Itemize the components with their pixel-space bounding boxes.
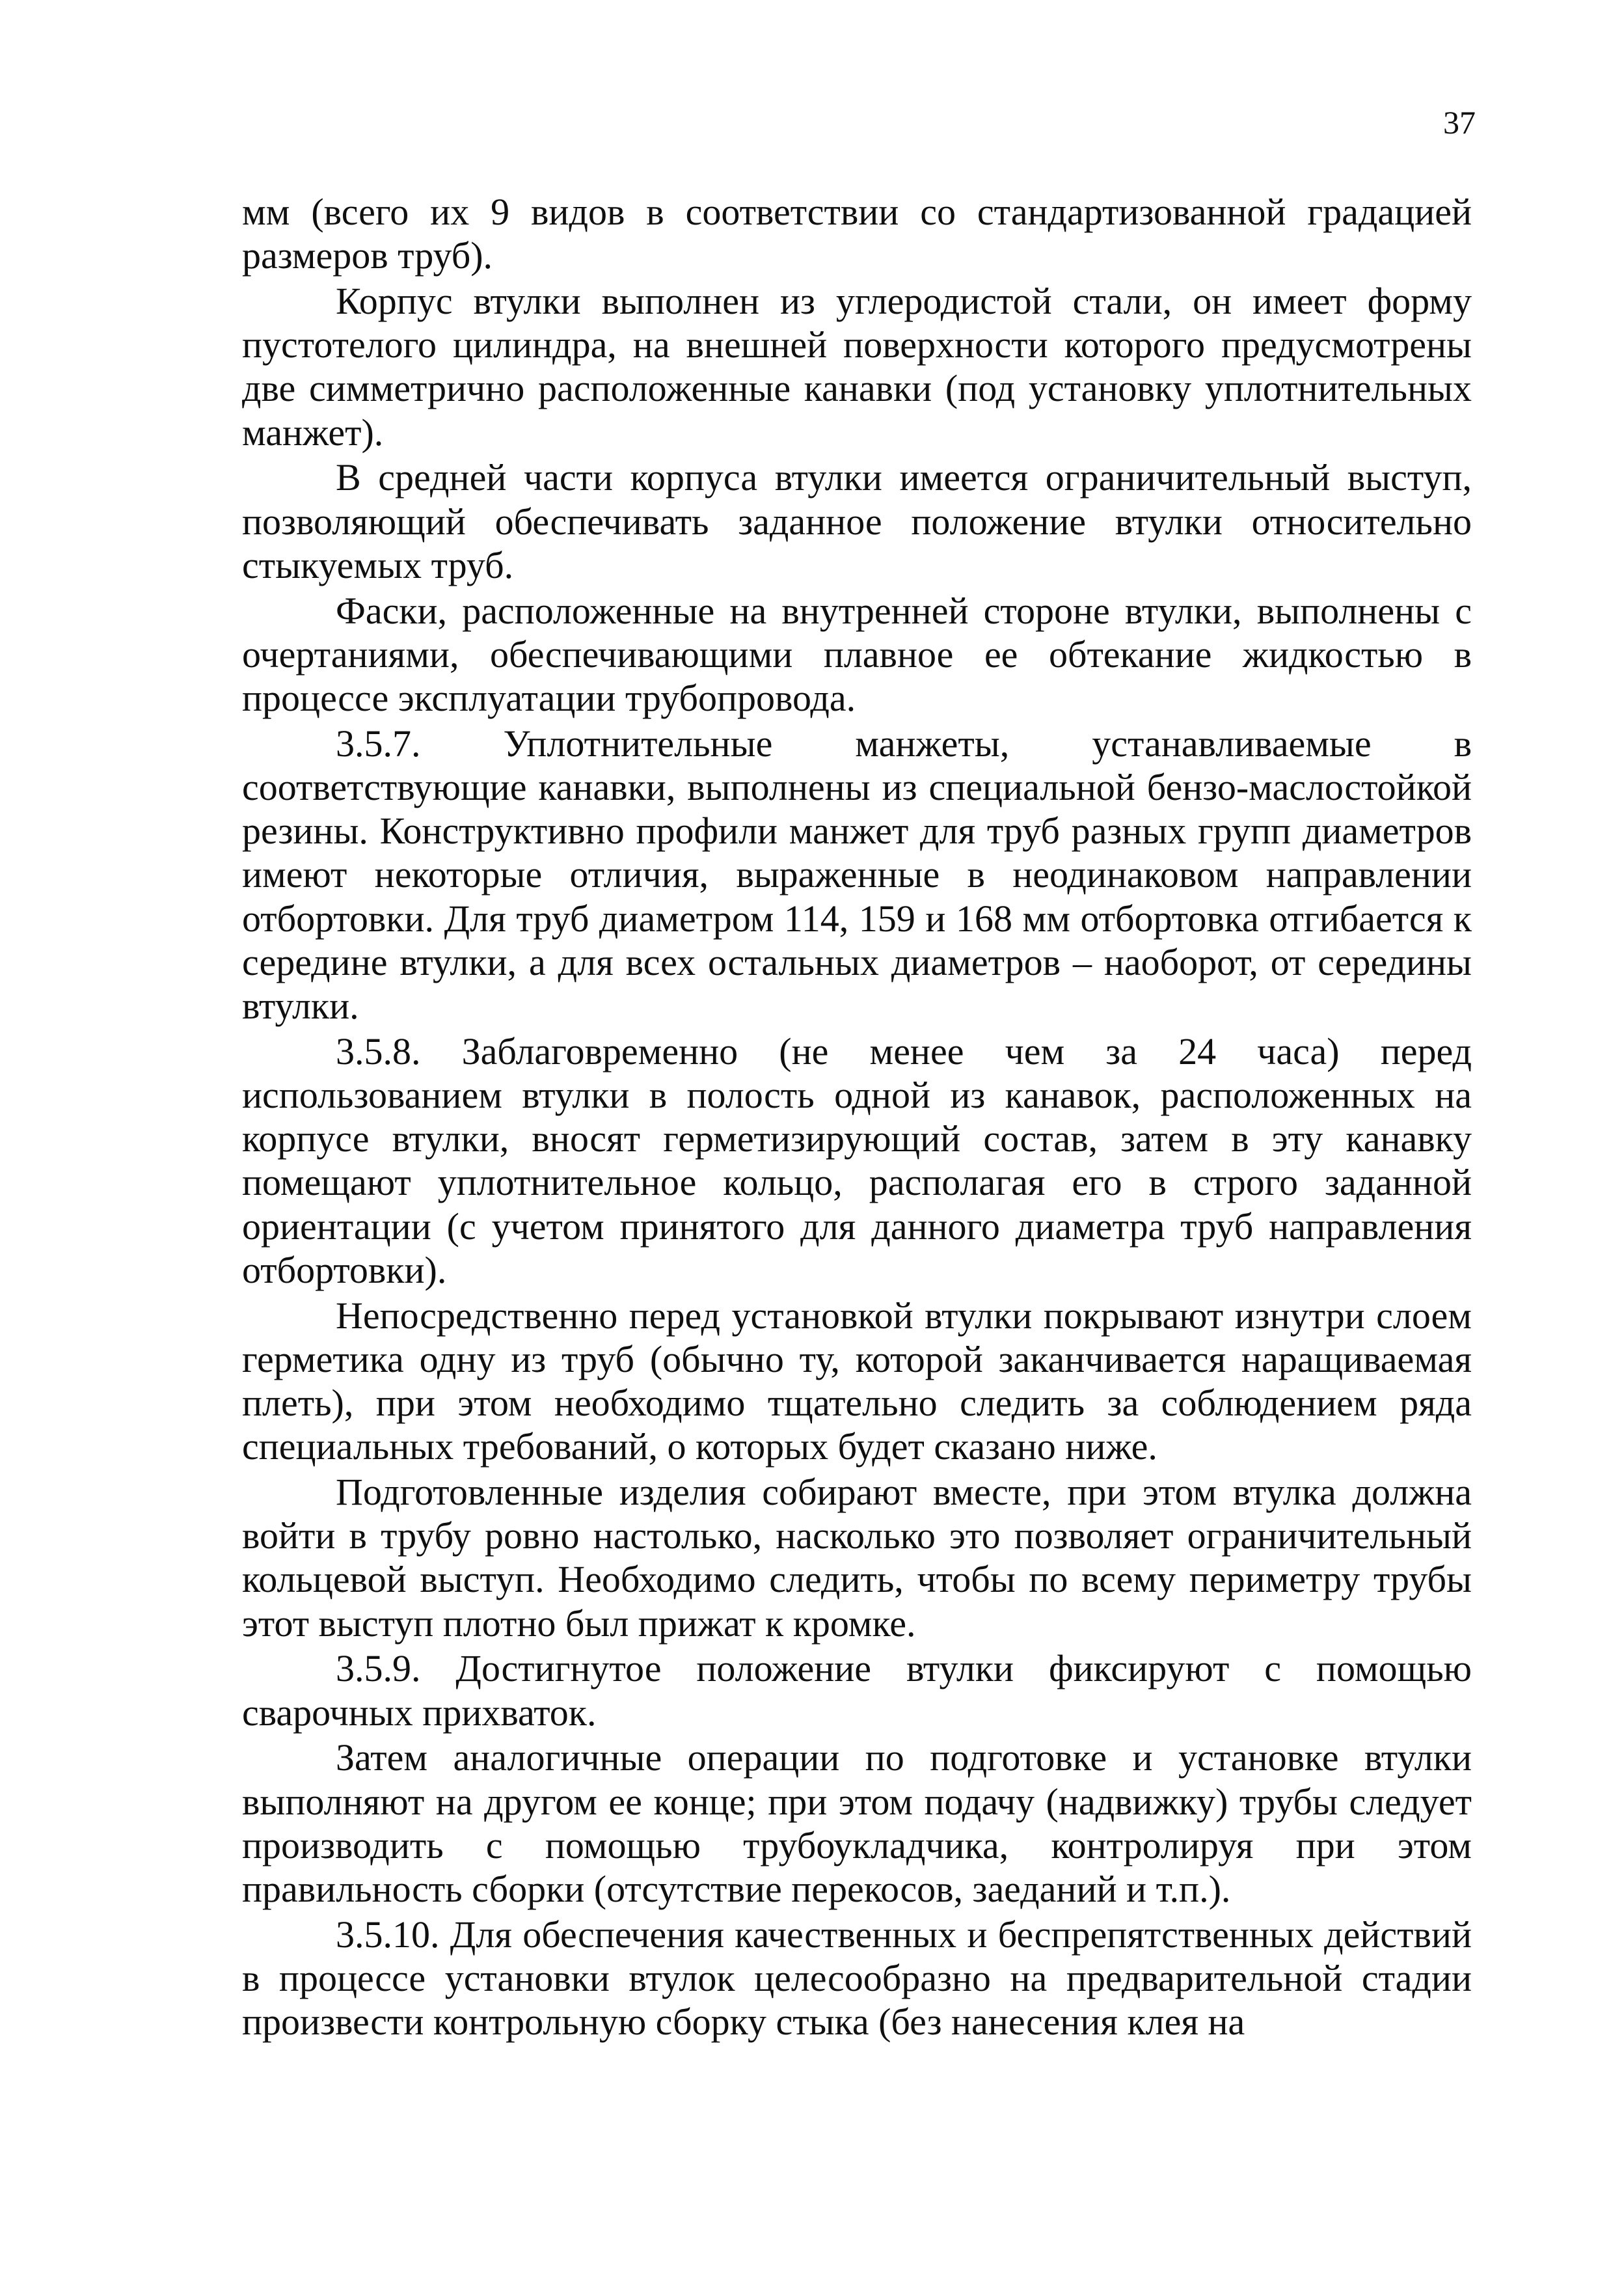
paragraph-continuation: мм (всего их 9 видов в соответствии со стандартизованной градацией размеров труб). bbox=[242, 191, 1472, 277]
paragraph-body: Затем аналогичные операции по подготовке и установке втулки выполняют на другом ее конце; при этом подачу (надвижку) трубы следует производить с помощью трубоукладчика, контролируя при этом правильность сборки (отсутствие перекосов, заеданий и т.п.). bbox=[242, 1736, 1472, 1911]
paragraph-body: Фаски, расположенные на внутренней стороне втулки, выполнены с очертаниями, обеспечивающими плавное ее обтекание жидкостью в процессе эксплуатации трубопровода. bbox=[242, 589, 1472, 720]
paragraph-section-3-5-10: 3.5.10. Для обеспечения качественных и беспрепятственных действий в процессе установки втулок целесообразно на предварительной стадии произвести контрольную сборку стыка (без нанесения клея на bbox=[242, 1913, 1472, 2044]
paragraph-body: Подготовленные изделия собирают вместе, при этом втулка должна войти в трубу ровно настолько, насколько это позволяет ограничительный кольцевой выступ. Необходимо следить, чтобы по всему периметру трубы этот выступ плотно был прижат к кромке. bbox=[242, 1471, 1472, 1645]
paragraph-section-3-5-7: 3.5.7. Уплотнительные манжеты, устанавливаемые в соответствующие канавки, выполнены из специальной бензо-маслостойкой резины. Конструктивно профили манжет для труб разных групп диаметров имеют некоторые отличия, выраженные в неодинаковом направлении отбортовки. Для труб диаметром 114, 159 и 168 мм отбортовка отгибается к середине втулки, а для всех остальных диаметров – наоборот, от середины втулки. bbox=[242, 722, 1472, 1028]
document-body bbox=[242, 190, 1472, 2045]
paragraph-body: Непосредственно перед установкой втулки покрывают изнутри слоем герметика одну из труб (обычно ту, которой заканчивается наращиваемая плеть), при этом необходимо тщательно следить за соблюдением ряда специальных требований, о которых будет сказано ниже. bbox=[242, 1294, 1472, 1468]
paragraph-section-3-5-8: 3.5.8. Заблаговременно (не менее чем за 24 часа) перед использованием втулки в полость одной из канавок, расположенных на корпусе втулки, вносят герметизирующий состав, затем в эту канавку помещают уплотнительное кольцо, располагая его в строго заданной ориентации (с учетом принятого для данного диаметра труб направления отбортовки). bbox=[242, 1030, 1472, 1291]
paragraph-body: В средней части корпуса втулки имеется ограничительный выступ, позволяющий обеспечивать заданное положение втулки относительно стыкуемых труб. bbox=[242, 456, 1472, 586]
page-number: 37 bbox=[1443, 104, 1476, 141]
paragraph-section-3-5-9: 3.5.9. Достигнутое положение втулки фиксируют с помощью сварочных прихваток. bbox=[242, 1647, 1472, 1734]
paragraph-body: Корпус втулки выполнен из углеродистой стали, он имеет форму пустотелого цилиндра, на внешней поверхности которого предусмотрены две симметрично расположенные канавки (под установку уплотнительных манжет). bbox=[242, 280, 1472, 454]
